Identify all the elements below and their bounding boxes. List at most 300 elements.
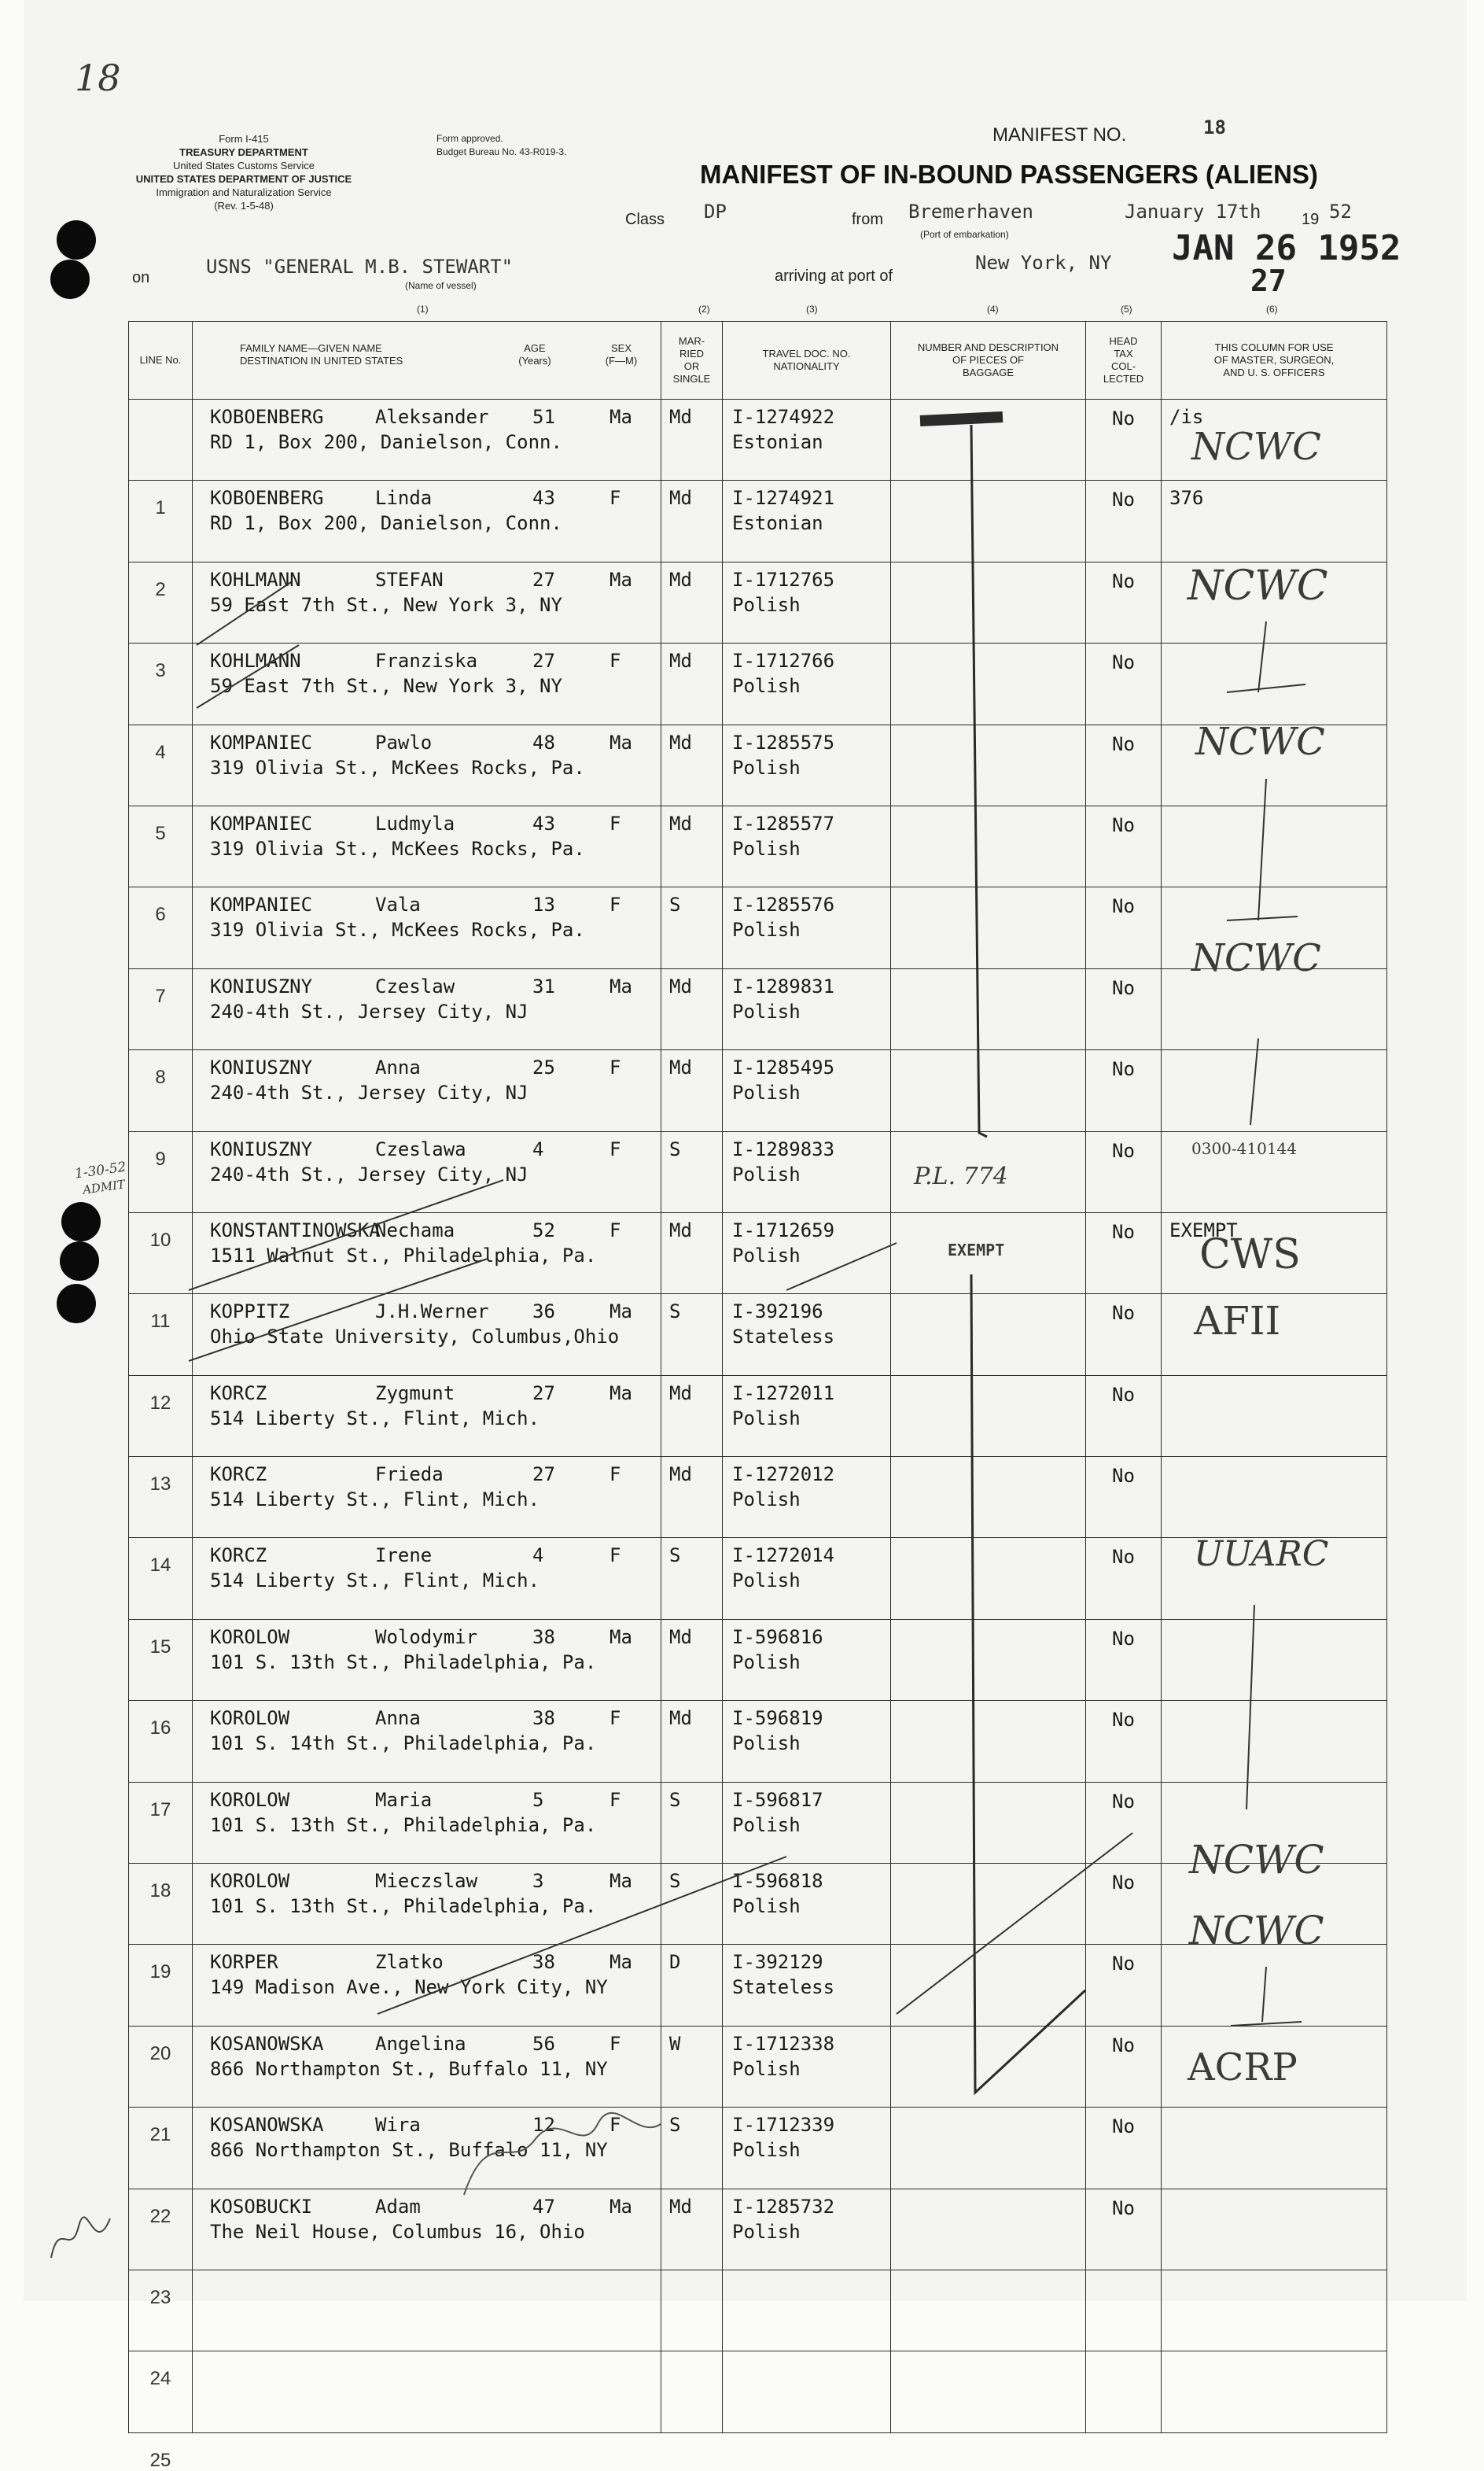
- age: 27: [532, 1463, 555, 1486]
- name-line: [210, 1457, 661, 1487]
- travel-doc-number: I-1712765: [732, 568, 835, 591]
- sex: F: [609, 1057, 621, 1079]
- name-cell: [193, 2108, 661, 2189]
- family-name: KORPER: [210, 1951, 278, 1974]
- marital-status: Md: [669, 650, 692, 673]
- family-name: KOSOBUCKI: [210, 2195, 313, 2218]
- age: 48: [532, 731, 555, 754]
- sex: F: [609, 487, 621, 510]
- pl-note: P.L. 774: [914, 1163, 1008, 1190]
- destination: 149 Madison Ave., New York City, NY: [210, 1976, 608, 1999]
- line-number: 24: [149, 2368, 171, 2390]
- head-tax: No: [1112, 408, 1135, 430]
- date-stamp: JAN 26 1952: [1172, 228, 1401, 268]
- marital-cell: [661, 562, 723, 643]
- given-name: Ludmyla: [375, 812, 455, 835]
- line-number-cell: [129, 481, 193, 600]
- marital-cell: [661, 2270, 723, 2351]
- travel-doc-number: I-1274921: [732, 487, 835, 510]
- age: 52: [532, 1219, 555, 1241]
- sex: Ma: [609, 2195, 632, 2218]
- doc-cell: [723, 1050, 891, 1131]
- sex: F: [609, 1544, 621, 1567]
- family-name: KOHLMANN: [210, 568, 301, 591]
- doc-cell: [723, 1294, 891, 1375]
- org-note: NCWC: [1188, 562, 1328, 610]
- destination: 1511 Walnut St., Philadelphia, Pa.: [210, 1244, 597, 1267]
- line-number-cell: [129, 887, 193, 1007]
- marital-cell: [661, 400, 723, 481]
- name-cell: [193, 1701, 661, 1782]
- arriving-label: arriving at port of: [775, 267, 893, 285]
- given-name: Wira: [375, 2114, 421, 2137]
- given-name: J.H.Werner: [375, 1300, 489, 1323]
- head-tax: No: [1112, 813, 1135, 836]
- tax-cell: [1086, 725, 1162, 806]
- name-line: [210, 1294, 661, 1324]
- marital-status: Md: [669, 1219, 692, 1241]
- manifest-title: MANIFEST OF IN-BOUND PASSENGERS (ALIENS): [700, 160, 1318, 189]
- travel-doc-number: I-1289831: [732, 975, 835, 998]
- nationality: Polish: [732, 1082, 801, 1105]
- name-line: [210, 1132, 661, 1162]
- marital-cell: [661, 806, 723, 887]
- marital-cell: [661, 1864, 723, 1945]
- destination: Ohio State University, Columbus,Ohio: [210, 1326, 620, 1348]
- header-baggage: [891, 322, 1086, 400]
- page-corner-mark: 18: [75, 57, 121, 99]
- baggage-cell: [891, 400, 1086, 481]
- year-value: 52: [1329, 201, 1352, 223]
- header-name: [193, 322, 661, 400]
- name-line: [210, 1213, 661, 1243]
- name-cell: [193, 2270, 661, 2351]
- nationality: Polish: [732, 2139, 801, 2162]
- travel-doc-number: I-1285732: [732, 2195, 835, 2218]
- baggage-cell: [891, 887, 1086, 968]
- name-line: [210, 1050, 661, 1080]
- line-number-cell: [129, 644, 193, 763]
- name-line: [210, 644, 661, 673]
- doc-cell: [723, 725, 891, 806]
- tax-cell: [1086, 2189, 1162, 2270]
- table-row: [129, 481, 1387, 562]
- tax-cell: [1086, 1375, 1162, 1456]
- sex: Ma: [609, 731, 632, 754]
- line-number: 17: [149, 1798, 171, 1820]
- given-name: Maria: [375, 1788, 433, 1811]
- given-name: Adam: [375, 2195, 421, 2218]
- family-name: KOMPANIEC: [210, 894, 313, 916]
- tax-cell: [1086, 1131, 1162, 1212]
- line-number: 18: [149, 1880, 171, 1902]
- org-note: CWS: [1199, 1231, 1301, 1278]
- nationality: Estonian: [732, 431, 823, 453]
- nationality: Polish: [732, 1488, 801, 1511]
- table-row: [129, 2270, 1387, 2351]
- name-cell: [193, 887, 661, 968]
- line-number-cell: [129, 1212, 193, 1333]
- travel-doc-number: I-1272011: [732, 1381, 835, 1404]
- given-name: Zygmunt: [375, 1381, 455, 1404]
- officer-cell: [1162, 968, 1387, 1049]
- given-name: Anna: [375, 1707, 421, 1730]
- name-cell: [193, 806, 661, 887]
- marital-status: Md: [669, 1707, 692, 1730]
- tax-cell: [1086, 481, 1162, 562]
- officer-cell: [1162, 2270, 1387, 2351]
- destination: 319 Olivia St., McKees Rocks, Pa.: [210, 919, 585, 942]
- doc-cell: [723, 806, 891, 887]
- travel-doc-number: I-1712338: [732, 2032, 835, 2055]
- on-label: on: [132, 269, 150, 286]
- arrival-port: New York, NY: [975, 252, 1112, 274]
- marital-status: W: [669, 2032, 681, 2055]
- marital-cell: [661, 1945, 723, 2026]
- destination: 866 Northampton St., Buffalo 11, NY: [210, 2139, 608, 2162]
- destination: 240-4th St., Jersey City, NJ: [210, 1163, 528, 1186]
- baggage-cell: [891, 1294, 1086, 1375]
- head-tax: No: [1112, 2034, 1135, 2056]
- officer-cell: [1162, 1701, 1387, 1782]
- sex: Ma: [609, 1625, 632, 1648]
- header-married-text: MAR- RIED OR SINGLE: [672, 335, 711, 385]
- rev-date: (Rev. 1-5-48): [214, 200, 274, 212]
- marital-cell: [661, 887, 723, 968]
- nationality: Polish: [732, 675, 801, 698]
- nationality: Estonian: [732, 512, 823, 535]
- line-number: 11: [150, 1311, 171, 1333]
- marital-status: S: [669, 1300, 681, 1323]
- name-line: [210, 2027, 661, 2056]
- header-doc-text: TRAVEL DOC. NO. NATIONALITY: [762, 348, 851, 372]
- marital-cell: [661, 1538, 723, 1619]
- name-line: [210, 1783, 661, 1813]
- nationality: Polish: [732, 1895, 801, 1918]
- line-number: 3: [155, 660, 166, 682]
- nationality: Polish: [732, 919, 801, 942]
- name-cell: [193, 644, 661, 725]
- table-row: [129, 1619, 1387, 1700]
- travel-doc-number: I-1272012: [732, 1463, 835, 1486]
- marital-status: Md: [669, 1057, 692, 1079]
- nationality: Polish: [732, 1407, 801, 1429]
- head-tax: No: [1112, 1139, 1135, 1162]
- destination: 240-4th St., Jersey City, NJ: [210, 1082, 528, 1105]
- doc-cell: [723, 2189, 891, 2270]
- budget-line: Budget Bureau No. 43-R019-3.: [436, 146, 567, 157]
- line-number: 15: [149, 1636, 171, 1658]
- port-embark-caption: (Port of embarkation): [920, 229, 1009, 240]
- travel-doc-number: I-1285576: [732, 894, 835, 916]
- line-number: 9: [155, 1148, 166, 1170]
- name-cell: [193, 1212, 661, 1293]
- line-number-cell: [129, 1375, 193, 1496]
- officer-cell: [1162, 1375, 1387, 1456]
- col-number: (3): [806, 304, 818, 315]
- table-row: [129, 2189, 1387, 2270]
- tax-cell: [1086, 1050, 1162, 1131]
- marital-cell: [661, 1782, 723, 1863]
- line-number: 2: [155, 578, 166, 600]
- marital-cell: [661, 725, 723, 806]
- destination: 514 Liberty St., Flint, Mich.: [210, 1407, 540, 1429]
- officer-cell: [1162, 644, 1387, 725]
- given-name: Irene: [375, 1544, 433, 1567]
- tax-cell: [1086, 1294, 1162, 1375]
- baggage-cell: [891, 1701, 1086, 1782]
- doc-cell: [723, 644, 891, 725]
- destination: The Neil House, Columbus 16, Ohio: [210, 2220, 585, 2243]
- baggage-cell: [891, 1375, 1086, 1456]
- age: 13: [532, 894, 555, 916]
- nationality: Polish: [732, 1569, 801, 1592]
- col-number: (2): [698, 304, 710, 315]
- marital-status: S: [669, 1138, 681, 1160]
- header-age-text: AGE (Years): [518, 342, 551, 367]
- tax-cell: [1086, 2108, 1162, 2189]
- family-name: KOSANOWSKA: [210, 2114, 324, 2137]
- nationality: Polish: [732, 837, 801, 860]
- family-name: KOROLOW: [210, 1707, 290, 1730]
- line-number-cell: [129, 1864, 193, 1983]
- family-name: KORCZ: [210, 1381, 267, 1404]
- age: 47: [532, 2195, 555, 2218]
- name-cell: [193, 1375, 661, 1456]
- form-number: Form I-415: [219, 133, 269, 145]
- age: 51: [532, 406, 555, 428]
- baggage-cell: [891, 725, 1086, 806]
- sex: Ma: [609, 1870, 632, 1893]
- line-number-cell: [129, 1050, 193, 1170]
- travel-doc-number: I-1712766: [732, 650, 835, 673]
- marital-cell: [661, 1701, 723, 1782]
- line-number-cell: [129, 2026, 193, 2146]
- given-name: Angelina: [375, 2032, 466, 2055]
- given-name: Mieczslaw: [375, 1870, 478, 1893]
- destination: 101 S. 13th St., Philadelphia, Pa.: [210, 1895, 597, 1918]
- line-number-cell: [129, 725, 193, 844]
- nationality: Polish: [732, 593, 801, 616]
- doc-cell: [723, 2026, 891, 2107]
- nationality: Polish: [732, 1650, 801, 1673]
- travel-doc-number: I-596818: [732, 1870, 823, 1893]
- sex: Ma: [609, 1381, 632, 1404]
- table-row: [129, 806, 1387, 887]
- name-cell: [193, 725, 661, 806]
- marital-status: Md: [669, 2195, 692, 2218]
- header-doc: [723, 322, 891, 400]
- name-cell: [193, 562, 661, 643]
- marital-status: S: [669, 1788, 681, 1811]
- age: 38: [532, 1951, 555, 1974]
- col-number: (1): [417, 304, 429, 315]
- baggage-cell: [891, 806, 1086, 887]
- name-cell: [193, 2351, 661, 2432]
- given-name: Zlatko: [375, 1951, 444, 1974]
- doc-cell: [723, 2351, 891, 2432]
- nationality: Stateless: [732, 1326, 835, 1348]
- org-note: NCWC: [1189, 1837, 1324, 1883]
- sex: Ma: [609, 406, 632, 428]
- org-note: ACRP: [1188, 2045, 1298, 2089]
- baggage-cell: [891, 1457, 1086, 1538]
- age: 27: [532, 650, 555, 673]
- travel-doc-number: I-1272014: [732, 1544, 835, 1567]
- sex: F: [609, 1138, 621, 1160]
- table-row: [129, 1375, 1387, 1456]
- destination: 59 East 7th St., New York 3, NY: [210, 675, 562, 698]
- baggage-cell: [891, 562, 1086, 643]
- name-line: [210, 481, 661, 511]
- passenger-table: [128, 321, 1387, 2471]
- age: 36: [532, 1300, 555, 1323]
- given-name: STEFAN: [375, 568, 444, 591]
- tax-cell: [1086, 1212, 1162, 1293]
- punch-hole: [60, 1241, 99, 1281]
- baggage-cell: [891, 2189, 1086, 2270]
- marital-cell: [661, 1212, 723, 1293]
- tax-cell: [1086, 562, 1162, 643]
- vessel-name: USNS "GENERAL M.B. STEWART": [206, 256, 514, 278]
- marital-status: Md: [669, 1625, 692, 1648]
- manifest-no-value: 18: [1203, 116, 1226, 138]
- name-cell: [193, 1050, 661, 1131]
- travel-doc-number: I-1712339: [732, 2114, 835, 2137]
- age: 27: [532, 568, 555, 591]
- age: 25: [532, 1057, 555, 1079]
- head-tax: No: [1112, 570, 1135, 592]
- vessel-caption: (Name of vessel): [405, 280, 477, 291]
- name-line: [210, 1864, 661, 1894]
- table-row: [129, 2351, 1387, 2432]
- name-line: [210, 562, 661, 592]
- baggage-cell: [891, 644, 1086, 725]
- family-name: KOROLOW: [210, 1625, 290, 1648]
- name-line: [210, 1376, 661, 1406]
- marital-status: S: [669, 894, 681, 916]
- line-number: 8: [155, 1067, 166, 1089]
- marital-status: Md: [669, 1463, 692, 1486]
- given-name: Aleksander: [375, 406, 489, 428]
- name-line: [210, 2108, 661, 2137]
- sex: F: [609, 1463, 621, 1486]
- tax-cell: [1086, 887, 1162, 968]
- name-cell: [193, 481, 661, 562]
- sex: F: [609, 812, 621, 835]
- col-number: (4): [987, 304, 999, 315]
- head-tax: No: [1112, 1220, 1135, 1243]
- given-name: Nechama: [375, 1219, 455, 1241]
- name-cell: [193, 1457, 661, 1538]
- nationality: Polish: [732, 2057, 801, 2080]
- margin-date: 1-30-52: [73, 1159, 127, 1182]
- head-tax: No: [1112, 732, 1135, 755]
- family-name: KOBOENBERG: [210, 487, 324, 510]
- family-name: KORCZ: [210, 1544, 267, 1567]
- tax-cell: [1086, 968, 1162, 1049]
- travel-doc-number: I-596819: [732, 1707, 823, 1730]
- head-tax: No: [1112, 895, 1135, 918]
- doc-cell: [723, 1131, 891, 1212]
- marital-cell: [661, 1375, 723, 1456]
- line-number-cell: [129, 1945, 193, 2064]
- travel-doc-number: I-1712659: [732, 1219, 835, 1241]
- sex: Ma: [609, 1300, 632, 1323]
- head-tax: No: [1112, 1058, 1135, 1081]
- ins-name: Immigration and Naturalization Service: [156, 186, 332, 198]
- name-line: [210, 2351, 661, 2356]
- line-number: 19: [149, 1961, 171, 1983]
- table-row: [129, 968, 1387, 1049]
- marital-status: Md: [669, 568, 692, 591]
- marital-cell: [661, 481, 723, 562]
- name-cell: [193, 1131, 661, 1212]
- family-name: KONIUSZNY: [210, 1138, 313, 1160]
- col-number: (6): [1266, 304, 1278, 315]
- destination: 101 S. 13th St., Philadelphia, Pa.: [210, 1650, 597, 1673]
- travel-doc-number: I-1285575: [732, 731, 835, 754]
- punch-hole: [57, 1284, 96, 1323]
- nationality: Polish: [732, 1000, 801, 1023]
- head-tax: No: [1112, 976, 1135, 999]
- given-name: Franziska: [375, 650, 478, 673]
- line-number-cell: [129, 1701, 193, 1820]
- marital-status: Md: [669, 731, 692, 754]
- head-tax: No: [1112, 1627, 1135, 1650]
- doc-cell: [723, 2108, 891, 2189]
- line-number-cell: [129, 1294, 193, 1414]
- head-tax: No: [1112, 1790, 1135, 1813]
- marital-cell: [661, 1457, 723, 1538]
- destination: 866 Northampton St., Buffalo 11, NY: [210, 2057, 608, 2080]
- officer-cell: [1162, 1457, 1387, 1538]
- head-tax: No: [1112, 489, 1135, 511]
- head-tax: No: [1112, 2115, 1135, 2138]
- from-label: from: [852, 211, 883, 228]
- name-line: [210, 806, 661, 836]
- given-name: Czeslaw: [375, 975, 455, 998]
- head-tax: No: [1112, 1709, 1135, 1732]
- head-tax: No: [1112, 1465, 1135, 1488]
- line-number-cell: [129, 2189, 193, 2308]
- family-name: KONIUSZNY: [210, 1057, 313, 1079]
- line-number-cell: [129, 2351, 193, 2471]
- tax-cell: [1086, 1864, 1162, 1945]
- marital-status: S: [669, 1870, 681, 1893]
- sex: F: [609, 894, 621, 916]
- table-row: [129, 1945, 1387, 2026]
- table-row: [129, 1050, 1387, 1131]
- name-cell: [193, 400, 661, 481]
- given-name: Vala: [375, 894, 421, 916]
- header-line: [129, 322, 193, 400]
- tax-cell: [1086, 1782, 1162, 1863]
- travel-doc-number: I-1274922: [732, 406, 835, 428]
- marital-status: Md: [669, 487, 692, 510]
- given-name: Linda: [375, 487, 433, 510]
- name-cell: [193, 1945, 661, 2026]
- punch-hole: [61, 1202, 101, 1241]
- year-prefix: 19: [1302, 211, 1320, 228]
- nationality: Stateless: [732, 1976, 835, 1999]
- org-note: UUARC: [1194, 1534, 1329, 1574]
- date-value: January 17th: [1125, 201, 1261, 223]
- officer-code: 0300-410144: [1191, 1139, 1298, 1158]
- class-value: DP: [704, 201, 727, 223]
- line-number-cell: [129, 1782, 193, 1902]
- name-line: [210, 1620, 661, 1650]
